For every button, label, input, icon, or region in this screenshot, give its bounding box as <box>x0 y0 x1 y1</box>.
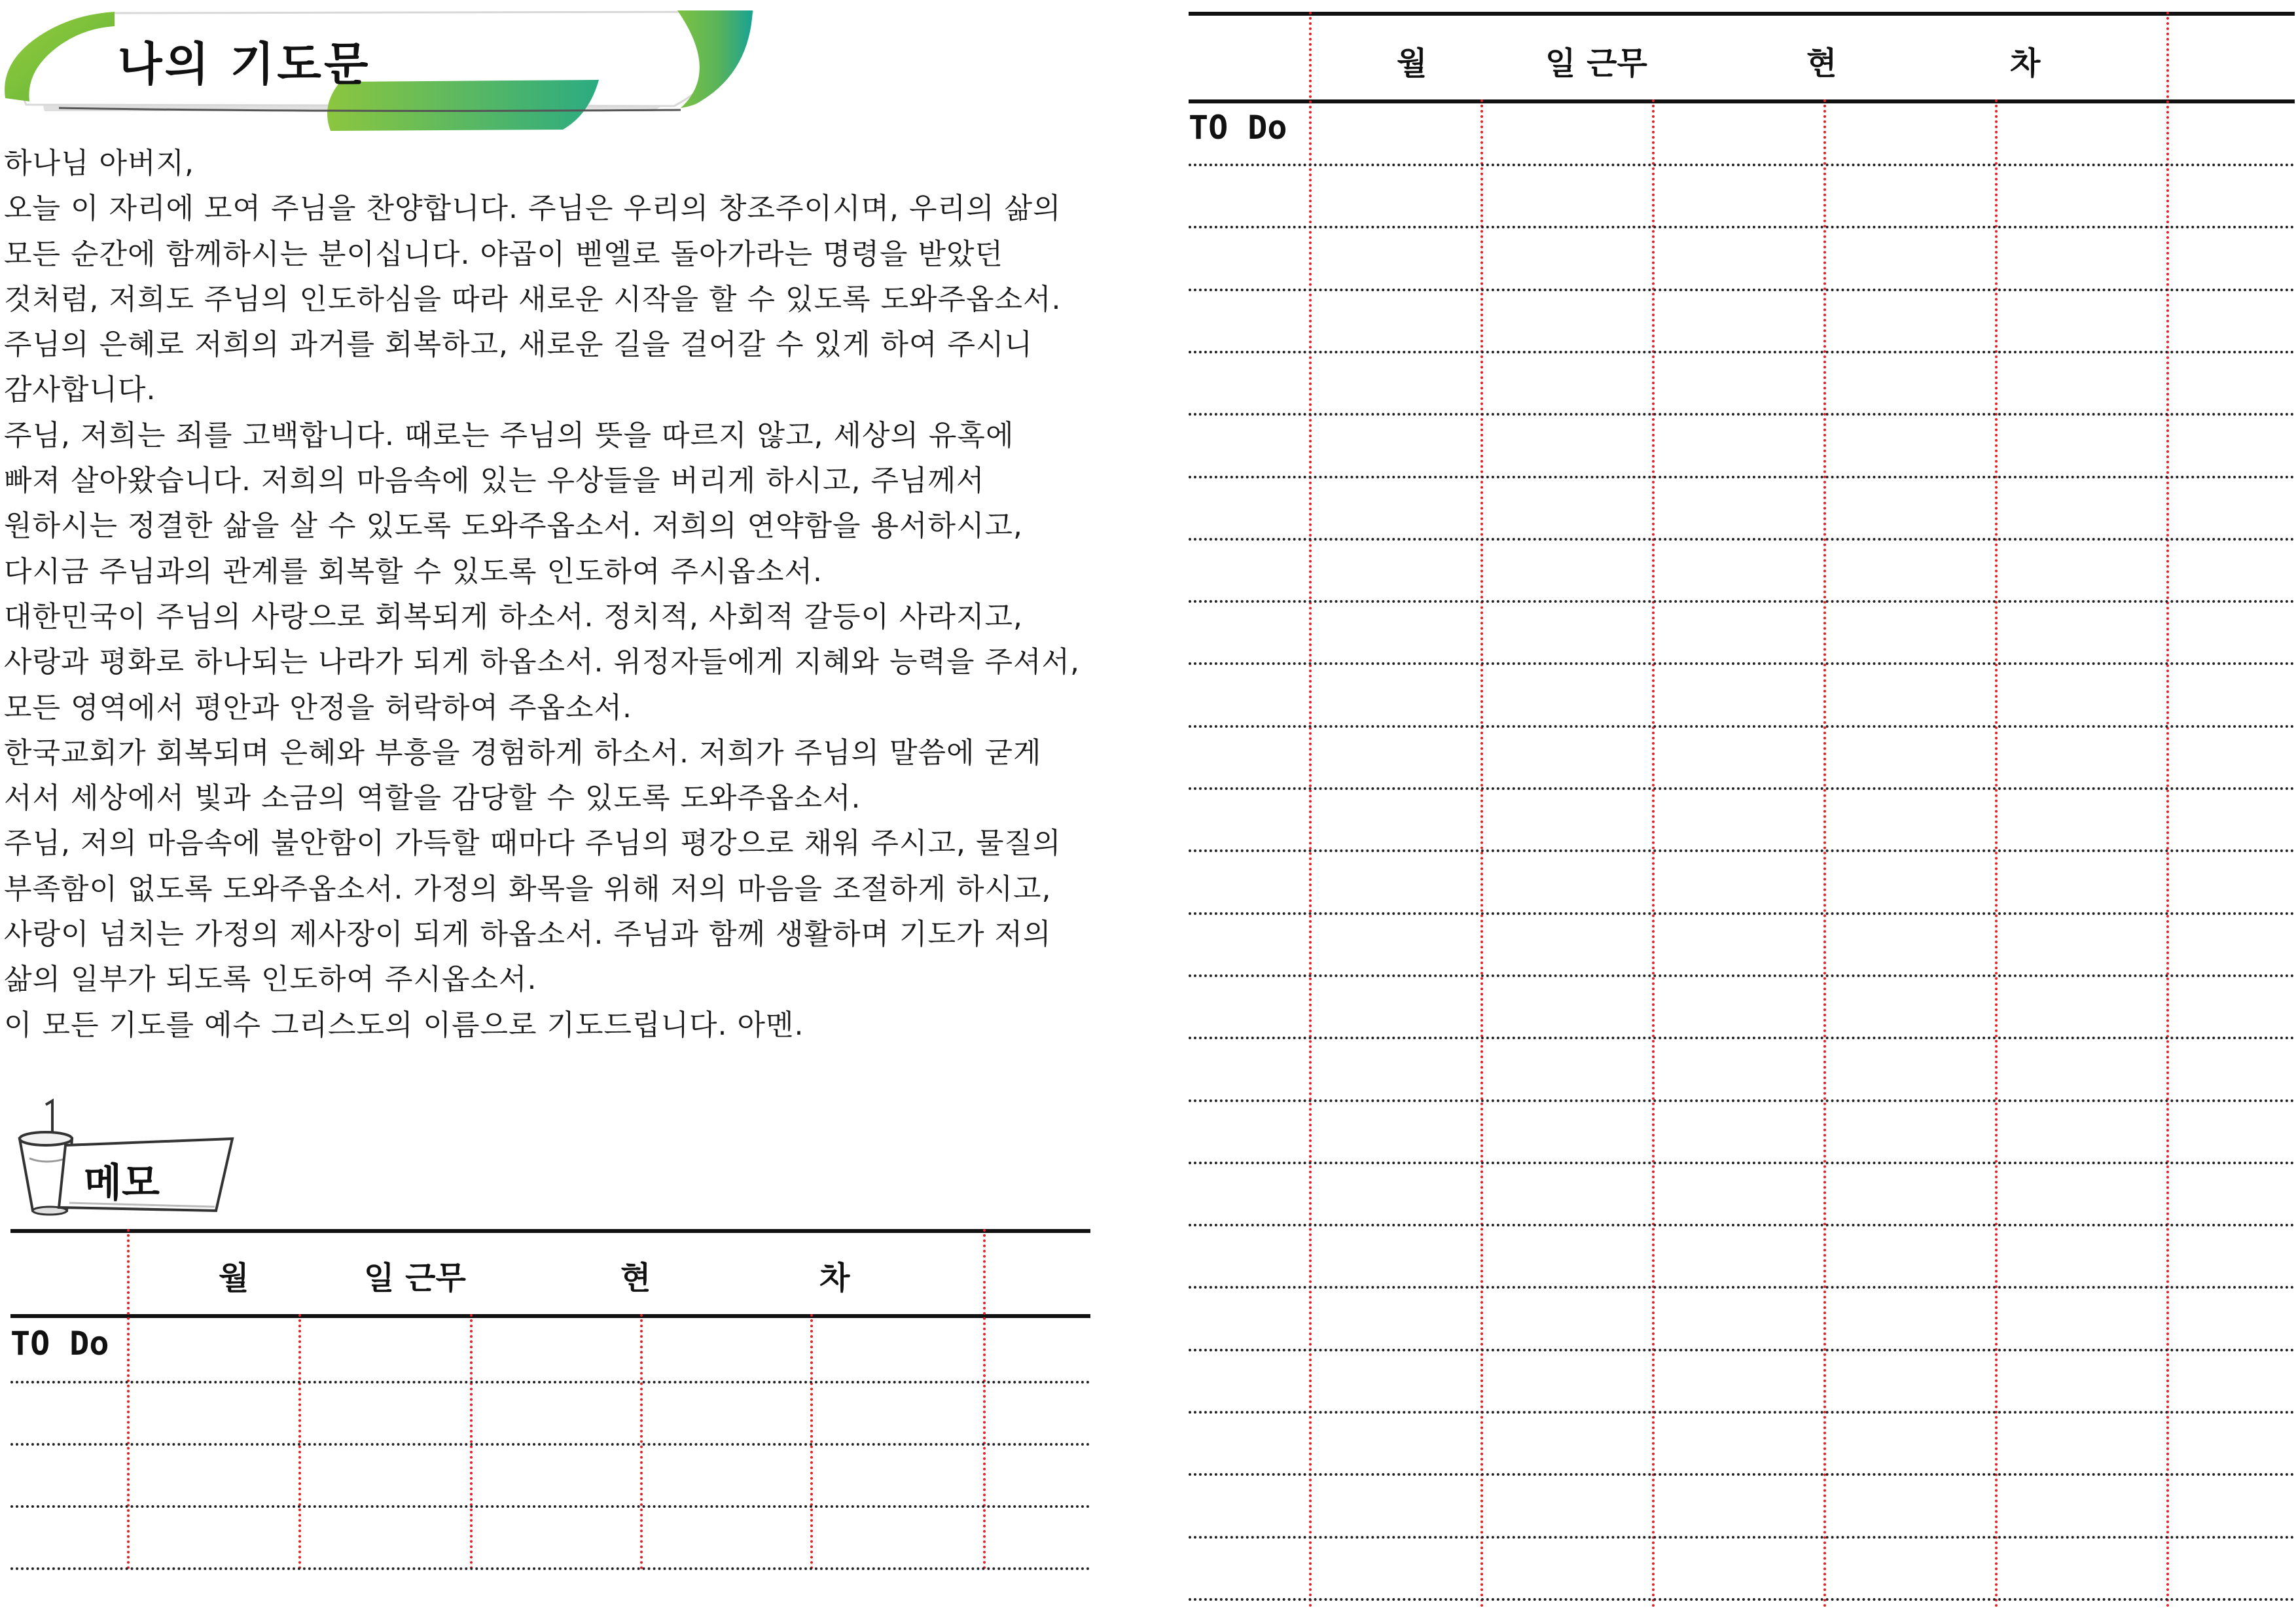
grid-column-line <box>1309 12 1312 1609</box>
grid-row-line <box>1189 1473 2295 1476</box>
grid-row-line <box>1189 974 2295 977</box>
grid-row-line <box>1189 226 2295 228</box>
grid-column-line <box>640 1314 643 1569</box>
header-cha: 차 <box>2010 45 2041 82</box>
grid-row-line <box>1189 1162 2295 1164</box>
prayer-line: 것처럼, 저희도 주님의 인도하심을 따라 새로운 시작을 할 수 있도록 도와주옵소서. <box>4 282 1062 316</box>
header-hyun: 현 <box>620 1260 651 1296</box>
planner-header-rule <box>1189 99 2295 103</box>
memo-label: 메모 <box>84 1160 160 1206</box>
prayer-line: 부족함이 없도록 도와주옵소서. 가정의 화목을 위해 저의 마음을 조절하게 하시고, <box>4 872 1052 906</box>
grid-row-line <box>10 1381 1090 1383</box>
grid-column-line <box>1823 99 1826 1609</box>
prayer-line: 모든 순간에 함께하시는 분이십니다. 야곱이 벧엘로 돌아가라는 명령을 받았던 <box>4 237 1004 271</box>
prayer-line: 하나님 아버지, <box>4 147 194 180</box>
grid-row-line <box>1189 1411 2295 1414</box>
grid-row-line <box>1189 476 2295 478</box>
grid-column-line <box>298 1314 301 1569</box>
prayer-line: 주님의 은혜로 저희의 과거를 회복하고, 새로운 길을 걸어갈 수 있게 하여 주시니 <box>4 328 1033 362</box>
grid-row-line <box>1189 1037 2295 1039</box>
prayer-line: 빠져 살아왔습니다. 저희의 마음속에 있는 우상들을 버리게 하시고, 주님께서 <box>4 464 985 498</box>
grid-column-line <box>1995 99 1998 1609</box>
grid-row-line <box>1189 787 2295 790</box>
grid-column-line <box>127 1229 130 1569</box>
todo-label: TO Do <box>10 1325 109 1363</box>
planner-top-rule <box>1189 12 2295 16</box>
prayer-line: 오늘 이 자리에 모여 주님을 찬양합니다. 주님은 우리의 창조주이시며, 우리의 삶의 <box>4 192 1062 226</box>
planner-large <box>1189 12 2295 1609</box>
planner-small <box>10 1229 1090 1569</box>
prayer-line: 대한민국이 주님의 사랑으로 회복되게 하소서. 정치적, 사회적 갈등이 사라지고, <box>4 599 1023 633</box>
grid-column-line <box>2166 12 2169 1609</box>
header-cha: 차 <box>819 1260 850 1296</box>
grid-row-line <box>1189 725 2295 728</box>
grid-row-line <box>1189 912 2295 915</box>
prayer-line: 서서 세상에서 빛과 소금의 역할을 감당할 수 있도록 도와주옵소서. <box>4 781 861 815</box>
todo-label: TO Do <box>1189 109 1287 147</box>
prayer-line: 주님, 저의 마음속에 불안함이 가득할 때마다 주님의 평강으로 채워 주시고, 물질의 <box>4 827 1062 861</box>
header-day-work: 일 근무 <box>364 1260 466 1296</box>
prayer-line: 원하시는 정결한 삶을 살 수 있도록 도와주옵소서. 저희의 연약함을 용서하시고, <box>4 509 1023 543</box>
grid-column-line <box>1652 99 1655 1609</box>
grid-row-line <box>1189 538 2295 541</box>
grid-column-line <box>983 1229 986 1569</box>
header-hyun: 현 <box>1806 45 1837 82</box>
grid-row-line <box>10 1505 1090 1508</box>
grid-row-line <box>1189 1286 2295 1289</box>
planner-top-rule <box>10 1229 1090 1233</box>
prayer-line: 모든 영역에서 평안과 안정을 허락하여 주옵소서. <box>4 690 632 724</box>
grid-row-line <box>1189 164 2295 166</box>
page-title: 나의 기도문 <box>118 37 371 91</box>
grid-row-line <box>1189 1099 2295 1102</box>
planner-header-rule <box>10 1314 1090 1318</box>
prayer-line: 한국교회가 회복되며 은혜와 부흥을 경험하게 하소서. 저희가 주님의 말씀에 굳게 <box>4 736 1042 770</box>
grid-row-line <box>1189 1224 2295 1226</box>
grid-column-line <box>470 1314 473 1569</box>
prayer-line: 사랑이 넘치는 가정의 제사장이 되게 하옵소서. 주님과 함께 생활하며 기도가 저의 <box>4 918 1052 952</box>
prayer-text <box>4 141 1130 1048</box>
header-day-work: 일 근무 <box>1545 45 1647 82</box>
grid-column-line <box>1480 99 1483 1609</box>
grid-row-line <box>1189 849 2295 852</box>
grid-row-line <box>1189 1536 2295 1539</box>
prayer-line: 다시금 주님과의 관계를 회복할 수 있도록 인도하여 주시옵소서. <box>4 554 823 588</box>
grid-column-line <box>810 1314 813 1569</box>
header-month: 월 <box>219 1260 249 1296</box>
title-banner <box>0 0 772 131</box>
grid-row-line <box>1189 600 2295 603</box>
header-month: 월 <box>1397 45 1427 82</box>
grid-row-line <box>1189 662 2295 665</box>
grid-row-line <box>1189 1349 2295 1351</box>
prayer-line: 감사합니다. <box>4 373 156 407</box>
prayer-line: 삶의 일부가 되도록 인도하여 주시옵소서. <box>4 963 537 997</box>
grid-row-line <box>1189 1598 2295 1601</box>
grid-row-line <box>10 1443 1090 1446</box>
grid-row-line <box>10 1567 1090 1570</box>
prayer-line: 주님, 저희는 죄를 고백합니다. 때로는 주님의 뜻을 따르지 않고, 세상의 유혹에 <box>4 418 1014 452</box>
prayer-line: 이 모든 기도를 예수 그리스도의 이름으로 기도드립니다. 아멘. <box>4 1008 804 1042</box>
grid-row-line <box>1189 289 2295 291</box>
banner-swoosh-graphic <box>0 0 772 131</box>
grid-row-line <box>1189 351 2295 353</box>
prayer-line: 사랑과 평화로 하나되는 나라가 되게 하옵소서. 위정자들에게 지혜와 능력을 주셔서, <box>4 645 1080 679</box>
memo-label-graphic <box>7 1093 242 1224</box>
grid-row-line <box>1189 413 2295 416</box>
